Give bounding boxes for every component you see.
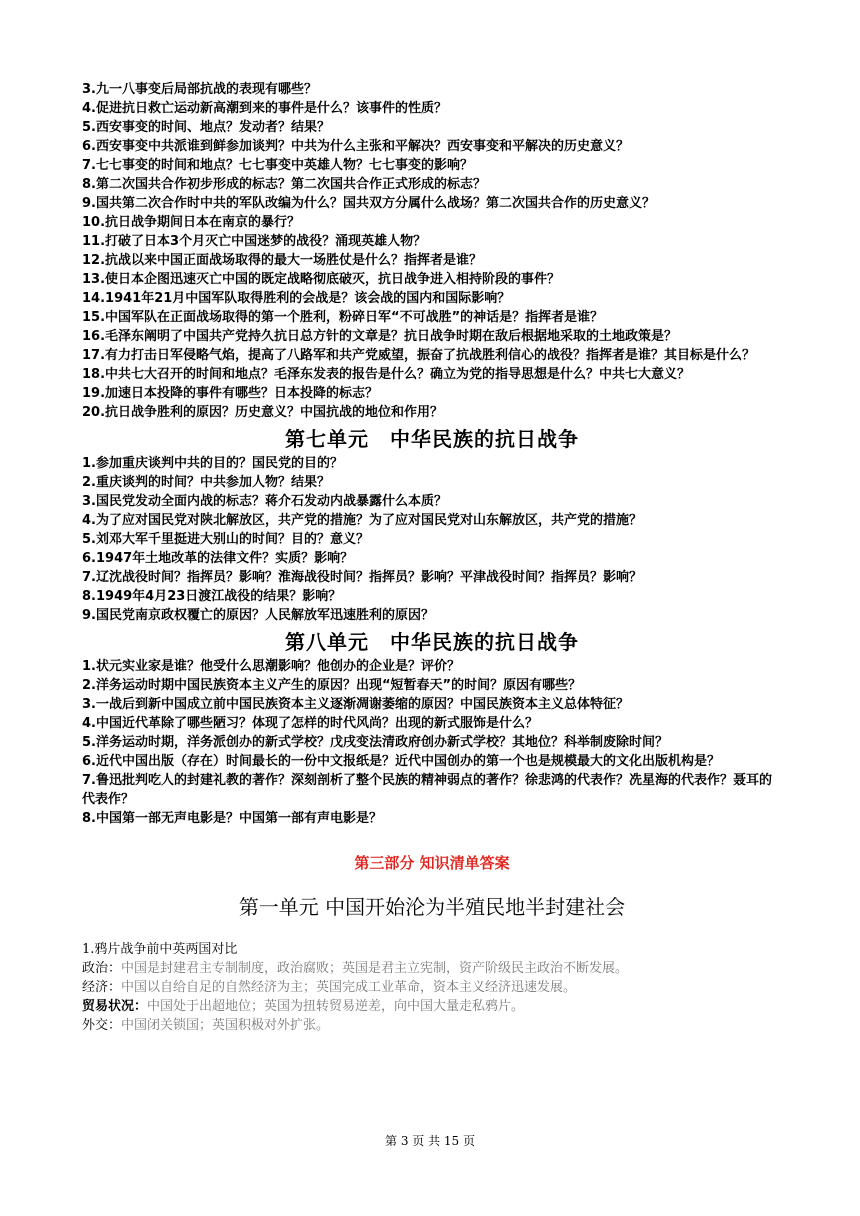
question-item: 18.中共七大召开的时间和地点？毛泽东发表的报告是什么？确立为党的指导思想是什么？中共七大意义？	[82, 367, 691, 382]
question-item: 7.鲁迅批判吃人的封建礼教的著作？深刻剖析了整个民族的精神弱点的著作？徐悲鸿的代表作？冼星海的代表作？聂耳的代表作？	[82, 773, 772, 807]
question-item: 7.七七事变的时间和地点？七七事变中英雄人物？七七事变的影响？	[82, 158, 473, 173]
question-item: 19.加速日本投降的事件有哪些？日本投降的标志？	[82, 386, 379, 401]
question-item: 2.洋务运动时期中国民族资本主义产生的原因？出现“短暂春天”的时间？原因有哪些？	[82, 678, 582, 693]
answer-key: 贸易状况：	[82, 999, 148, 1014]
question-item: 16.毛泽东阐明了中国共产党持久抗日总方针的文章是？抗日战争时期在敌后根据地采取的土地政策是？	[82, 329, 678, 344]
question-item: 12.抗战以来中国正面战场取得的最大一场胜仗是什么？指挥者是谁？	[82, 253, 483, 268]
question-list-1	[82, 80, 782, 422]
unit-1-title: 第一单元 中国开始沦为半殖民地半封建社会	[238, 895, 626, 919]
question-item: 3.国民党发动全面内战的标志？蒋介石发动内战暴露什么本质？	[82, 494, 447, 509]
answer-value: 中国处于出超地位；英国为扭转贸易逆差，向中国大量走私鸦片。	[147, 999, 525, 1014]
question-item: 6.近代中国出版（存在）时间最长的一份中文报纸是？近代中国创办的第一个也是规模最大的文化出版机构是？	[82, 754, 720, 769]
question-item: 6.1947年土地改革的法律文件？实质？影响？	[82, 551, 354, 566]
question-item: 3.九一八事变后局部抗战的表现有哪些？	[82, 82, 317, 97]
question-item: 6.西安事变中共派谁到鲜参加谈判？中共为什么主张和平解决？西安事变和平解决的历史意义？	[82, 139, 629, 154]
question-item: 8.中国第一部无声电影是？中国第一部有声电影是？	[82, 811, 382, 826]
answer-row	[82, 978, 782, 997]
question-item: 7.辽沈战役时间？指挥员？影响？淮海战役时间？指挥员？影响？平津战役时间？指挥员？影响？	[82, 570, 642, 585]
answer-row	[82, 1016, 782, 1035]
question-item: 4.中国近代革除了哪些陋习？体现了怎样的时代风尚？出现的新式服饰是什么？	[82, 716, 538, 731]
unit-8-title: 第八单元 中华民族的抗日战争	[285, 630, 579, 654]
unit-7-title: 第七单元 中华民族的抗日战争	[285, 427, 579, 451]
page-footer: 第 3 页 共 15 页	[385, 1134, 475, 1148]
answer-key: 政治：	[82, 961, 122, 976]
question-item: 4.为了应对国民党对陕北解放区，共产党的措施？为了应对国民党对山东解放区，共产党的措施？	[82, 513, 642, 528]
question-item: 11.打破了日本3个月灭亡中国迷梦的战役？涌现英雄人物？	[82, 234, 427, 249]
question-item: 5.刘邓大军千里挺进大别山的时间？目的？意义？	[82, 532, 369, 547]
question-item: 5.西安事变的时间、地点？发动者？结果？	[82, 120, 330, 135]
question-item: 17.有力打击日军侵略气焰，提高了八路军和共产党威望，振奋了抗战胜利信心的战役？指挥者是谁？其目标是什么？	[82, 348, 756, 363]
question-item: 10.抗日战争期间日本在南京的暴行？	[82, 215, 301, 230]
question-item: 13.使日本企图迅速灭亡中国的既定战略彻底破灭，抗日战争进入相持阶段的事件？	[82, 272, 561, 287]
answer-value: 中国是封建君主专制制度，政治腐败；英国是君主立宪制，资产阶级民主政治不断发展。	[121, 961, 629, 976]
answer-value: 中国以自给自足的自然经济为主；英国完成工业革命，资本主义经济迅速发展。	[121, 980, 577, 995]
question-item: 5.洋务运动时期，洋务派创办的新式学校？戊戌变法清政府创办新式学校？其地位？科举制废除时间？	[82, 735, 668, 750]
question-item: 3.一战后到新中国成立前中国民族资本主义逐渐凋谢萎缩的原因？中国民族资本主义总体特征？	[82, 697, 629, 712]
question-item: 8.第二次国共合作初步形成的标志？第二次国共合作正式形成的标志？	[82, 177, 486, 192]
question-item: 15.中国军队在正面战场取得的第一个胜利，粉碎日军“不可战胜”的神话是？指挥者是谁？	[82, 310, 604, 325]
question-item: 9.国共第二次合作时中共的军队改编为什么？国共双方分属什么战场？第二次国共合作的历史意义？	[82, 196, 655, 211]
question-item: 1.参加重庆谈判中共的目的？国民党的目的？	[82, 456, 343, 471]
answer-heading: 1.鸦片战争前中英两国对比	[82, 942, 238, 957]
question-item: 1.状元实业家是谁？他受什么思潮影响？他创办的企业是？评价？	[82, 659, 460, 674]
question-item: 4.促进抗日救亡运动新高潮到来的事件是什么？该事件的性质？	[82, 101, 447, 116]
answer-section	[82, 940, 782, 1035]
document-page	[82, 80, 782, 1035]
part-3-title: 第三部分 知识清单答案	[354, 854, 510, 872]
question-list-2	[82, 454, 782, 625]
answer-value: 中国闭关锁国；英国积极对外扩张。	[121, 1018, 330, 1033]
question-item: 8.1949年4月23日渡江战役的结果？影响？	[82, 589, 342, 604]
answer-key: 经济：	[82, 980, 122, 995]
question-item: 20.抗日战争胜利的原因？历史意义？中国抗战的地位和作用？	[82, 405, 444, 420]
question-item: 14.1941年21月中国军队取得胜利的会战是？该会战的国内和国际影响？	[82, 291, 511, 306]
answer-key: 外交：	[82, 1018, 122, 1033]
answer-row	[82, 959, 782, 978]
question-item: 9.国民党南京政权覆亡的原因？人民解放军迅速胜利的原因？	[82, 608, 434, 623]
question-item: 2.重庆谈判的时间？中共参加人物？结果？	[82, 475, 330, 490]
question-list-3	[82, 657, 782, 828]
answer-row	[82, 997, 782, 1016]
